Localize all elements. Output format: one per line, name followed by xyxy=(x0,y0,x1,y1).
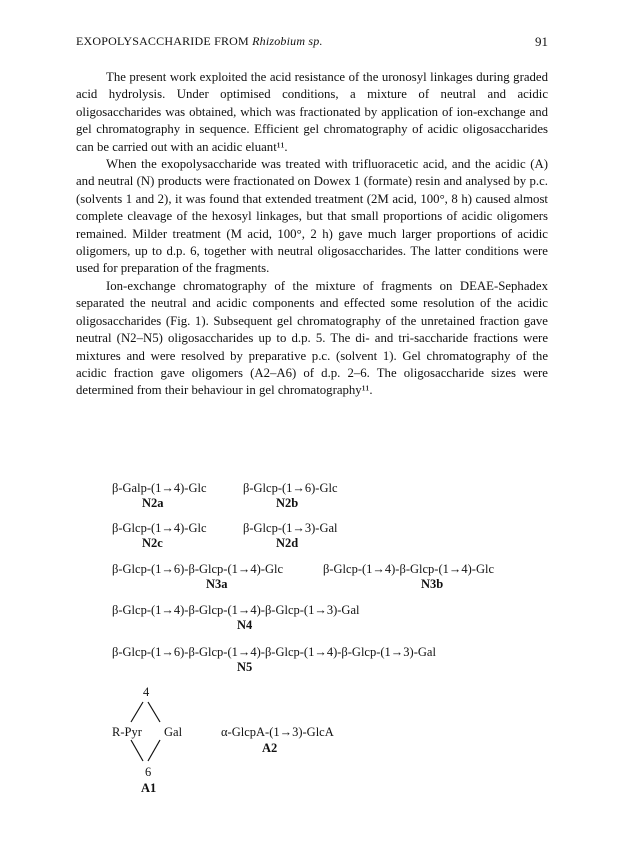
acetal-pyruvate: R-Pyr xyxy=(112,725,142,739)
structure-n5: β-Glcp-(1→6)-β-Glcp-(1→4)-β-Glcp-(1→4)-β-Glcp-(1→3)-Gal xyxy=(112,645,436,659)
label-n4: N4 xyxy=(237,618,253,632)
structure-n3a: β-Glcp-(1→6)-β-Glcp-(1→4)-Glc xyxy=(112,562,283,576)
acetal-top-number: 4 xyxy=(143,685,150,699)
paragraph-1: The present work exploited the acid resistance of the uronosyl linkages during graded acid hydrolysis. Under optimised conditions, a mixture of neutral and acidic oligosaccharides was obtained, which was fractionated by application of ion-exchange and gel chromatography in sequence. Efficient gel chromatography of acidic oligosaccharides can be carried out with an acidic eluant¹¹. xyxy=(76,70,548,154)
acetal-galactose: Gal xyxy=(164,725,183,739)
label-n3a: N3a xyxy=(206,577,228,591)
running-title-genus: Rhizobium sp. xyxy=(252,34,323,48)
running-title-text: EXOPOLYSACCHARIDE FROM xyxy=(76,34,249,48)
label-a2: A2 xyxy=(262,741,278,755)
label-n3b: N3b xyxy=(421,577,444,591)
structure-n2c: β-Glcp-(1→4)-Glc xyxy=(112,521,207,535)
acetal-bottom-number: 6 xyxy=(145,765,152,779)
label-n2b: N2b xyxy=(276,496,299,510)
structure-a2: α-GlcpA-(1→3)-GlcA xyxy=(221,725,334,739)
paragraph-2: When the exopolysaccharide was treated with trifluoracetic acid, and the acidic (A) and neutral (N) products were fractionated on Dowex 1 (formate) resin and analysed by p.c. (solvents 1 and 2), it was found that extended treatment (2M acid, 100°, 8 h) caused almost complete cleavage of the hexosyl linkages, but that small proportions of acidic oligomers remained. Milder treatment (M acid, 100°, 2 h) gave much larger proportions of acidic oligomers, up to d.p. 6, together with neutral oligosaccharides. The latter conditions were used for preparation of the fragments. xyxy=(76,157,548,276)
label-n5: N5 xyxy=(237,660,253,674)
structure-n4: β-Glcp-(1→4)-β-Glcp-(1→4)-β-Glcp-(1→3)-Gal xyxy=(112,603,360,617)
paragraph-3: Ion-exchange chromatography of the mixture of fragments on DEAE-Sephadex separated the neutral and acidic components and effected some resolution of the acidic oligosaccharides (Fig. 1). Subsequent gel chromatography of the unretained fraction gave neutral (N2–N5) oligosaccharides up to d.p. 5. The di- and tri-saccharide fractions were mixtures and were resolved by preparative p.c. (solvent 1). Gel chromatography of the acidic fraction gave oligomers (A2–A6) of d.p. 2–6. The oligosaccharide sizes were determined from their behaviour in gel chromatography¹¹. xyxy=(76,278,548,398)
structure-n2a: β-Galp-(1→4)-Glc xyxy=(112,481,207,495)
label-n2a: N2a xyxy=(142,496,164,510)
structure-n2d: β-Glcp-(1→3)-Gal xyxy=(243,521,338,535)
running-title xyxy=(76,34,323,49)
structure-n2b: β-Glcp-(1→6)-Glc xyxy=(243,481,338,495)
label-n2c: N2c xyxy=(142,536,163,550)
page-number: 91 xyxy=(535,34,548,49)
structure-n3b: β-Glcp-(1→4)-β-Glcp-(1→4)-Glc xyxy=(323,562,494,576)
label-n2d: N2d xyxy=(276,536,299,550)
body-text xyxy=(76,69,548,400)
label-a1: A1 xyxy=(141,781,157,795)
